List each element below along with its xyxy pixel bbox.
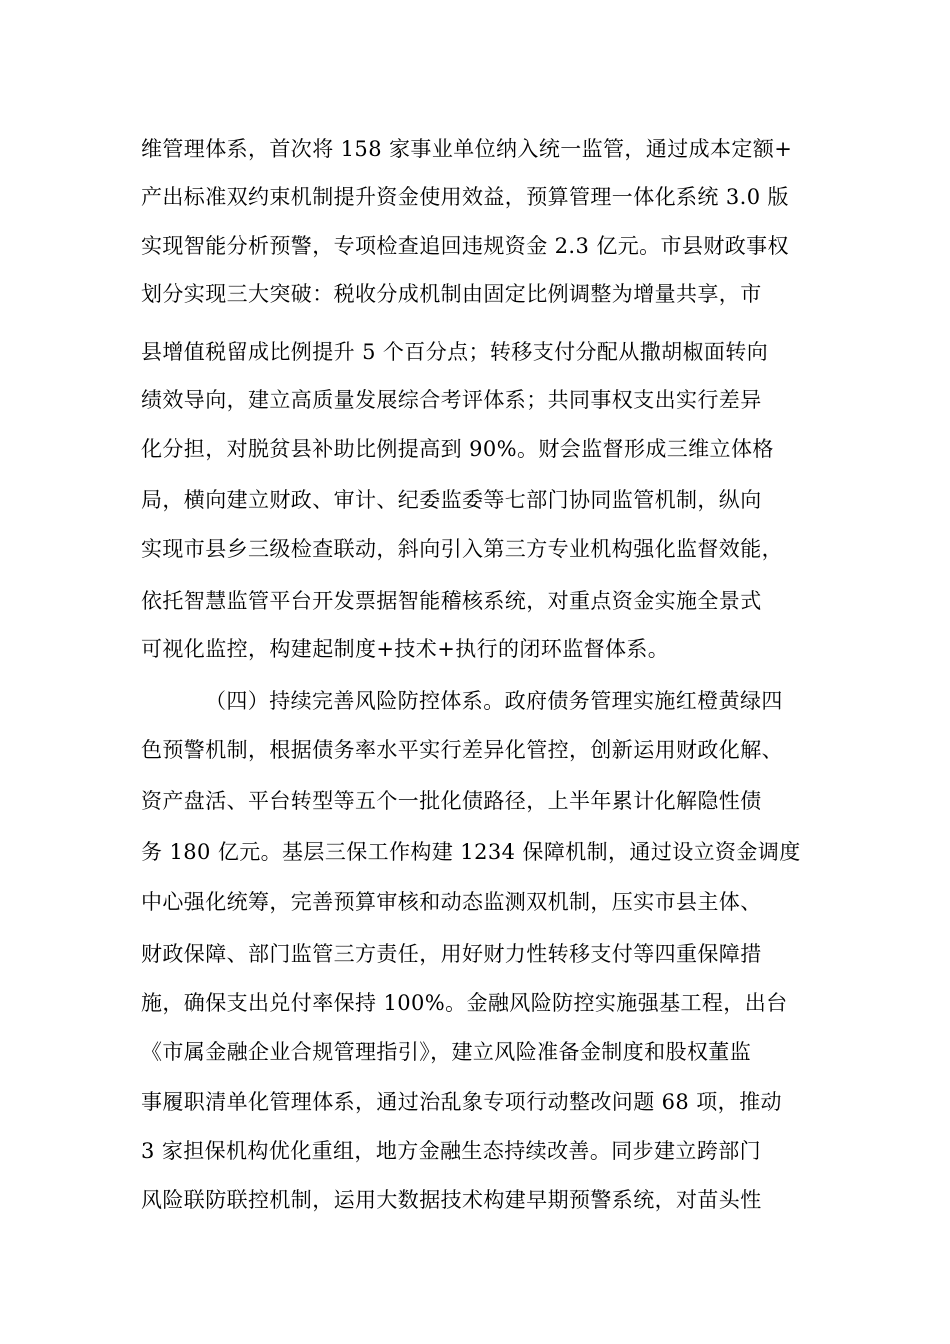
text-line-6: 绩效导向，建立高质量发展综合考评体系；共同事权支出实行差异 [141, 388, 762, 412]
text-line-11: 可视化监控，构建起制度+技术+执行的闭环监督体系。 [141, 637, 670, 661]
text-line-1: 维管理体系，首次将 158 家事业单位纳入统一监管，通过成本定额+ [141, 137, 793, 161]
text-line-18: 施，确保支出兑付率保持 100%。金融风险防控实施强基工程，出台 [141, 991, 788, 1015]
text-line-8: 局，横向建立财政、审计、纪委监委等七部门协同监管机制，纵向 [141, 488, 762, 512]
text-line-15: 务 180 亿元。基层三保工作构建 1234 保障机制，通过设立资金调度 [141, 840, 801, 864]
section-four-heading-line: （四）持续完善风险防控体系。政府债务管理实施红橙黄绿四 [205, 689, 783, 713]
text-line-5: 县增值税留成比例提升 5 个百分点；转移支付分配从撒胡椒面转向 [141, 340, 769, 364]
text-line-21: 3 家担保机构优化重组，地方金融生态持续改善。同步建立跨部门 [141, 1139, 762, 1163]
text-line-2: 产出标准双约束机制提升资金使用效益，预算管理一体化系统 3.0 版 [141, 185, 789, 209]
text-line-4: 划分实现三大突破：税收分成机制由固定比例调整为增量共享，市 [141, 282, 762, 306]
text-line-20: 事履职清单化管理体系，通过治乱象专项行动整改问题 68 项，推动 [141, 1090, 782, 1114]
text-line-3: 实现智能分析预警，专项检查追回违规资金 2.3 亿元。市县财政事权 [141, 234, 789, 258]
text-line-7: 化分担，对脱贫县补助比例提高到 90%。财会监督形成三维立体格 [141, 437, 774, 461]
text-line-14: 资产盘活、平台转型等五个一批化债路径，上半年累计化解隐性债 [141, 789, 762, 813]
text-line-16: 中心强化统筹，完善预算审核和动态监测双机制，压实市县主体、 [141, 890, 762, 914]
text-line-19: 《市属金融企业合规管理指引》，建立风险准备金制度和股权董监 [141, 1040, 752, 1064]
text-line-22: 风险联防联控机制，运用大数据技术构建早期预警系统，对苗头性 [141, 1188, 762, 1212]
text-line-17: 财政保障、部门监管三方责任，用好财力性转移支付等四重保障措 [141, 942, 762, 966]
text-line-10: 依托智慧监管平台开发票据智能稽核系统，对重点资金实施全景式 [141, 589, 762, 613]
text-line-9: 实现市县乡三级检查联动，斜向引入第三方专业机构强化监督效能， [141, 537, 783, 561]
text-line-13: 色预警机制，根据债务率水平实行差异化管控，创新运用财政化解、 [141, 738, 783, 762]
